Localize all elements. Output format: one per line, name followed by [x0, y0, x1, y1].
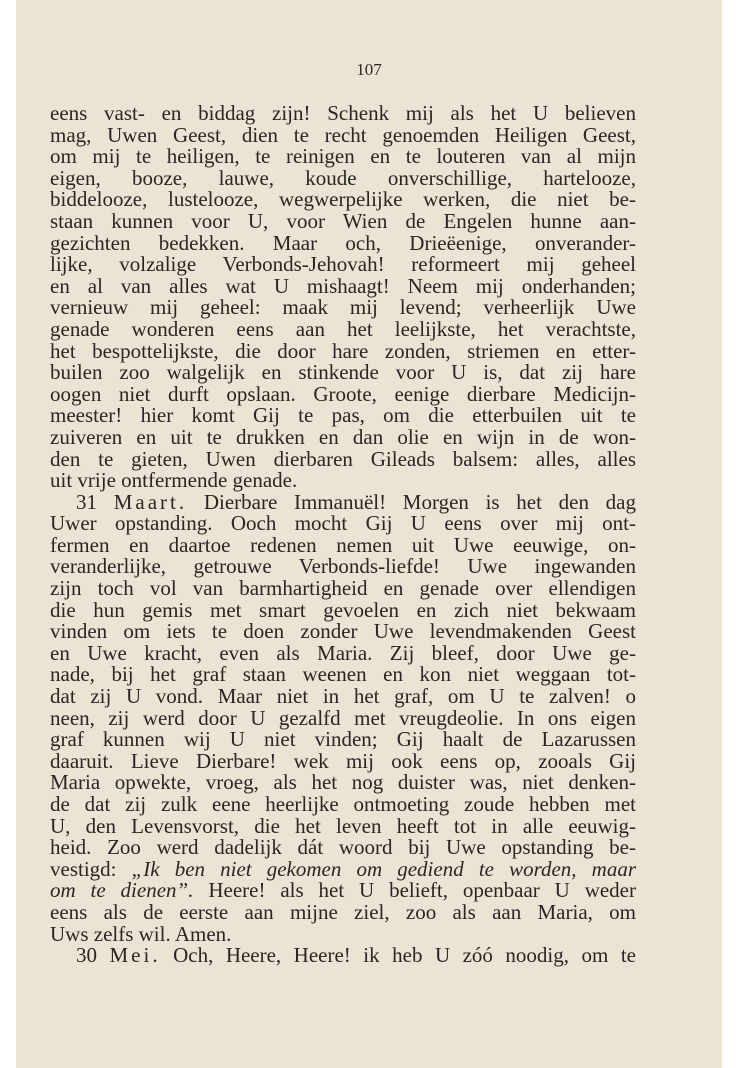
text-line: en Uwe kracht, even als Maria. Zij bleef, door Uwe ge- [50, 640, 636, 665]
entry-text: Dierbare Immanuël! Morgen is het den dag [203, 489, 636, 514]
text-line: builen zoo walgelijk en stinkende voor U is, dat zij hare [50, 360, 636, 385]
quote-text: om te dienen”. [50, 878, 194, 903]
text-line: vinden om iets te doen zonder Uwe levendmakenden Geest [50, 619, 636, 644]
text-line: staan kunnen voor U, voor Wien de Engelen hunne aan- [50, 208, 636, 233]
entry-month: Maart. [113, 489, 188, 514]
quote-line [50, 856, 636, 881]
text-line: vernieuw mij geheel: maak mij levend; verheerlijk Uwe [50, 295, 636, 320]
entry-day: 31 [76, 489, 97, 514]
text-line: mag, Uwen Geest, dien te recht genoemden Heiligen Geest, [50, 122, 636, 147]
text-line: zuiveren en uit te drukken en dan olie en wijn in de won- [50, 424, 636, 449]
text-line: neen, zij werd door U gezalfd met vreugdeolie. In ons eigen [50, 705, 636, 730]
quote-line [50, 880, 636, 902]
text-line: eens vast- en biddag zijn! Schenk mij als het U believen [50, 101, 636, 125]
text-line: eens als de eerste aan mijne ziel, zoo als aan Maria, om [50, 899, 636, 924]
text-line: eigen, booze, lauwe, koude onverschillige, hartelooze, [50, 165, 636, 190]
text-line: de dat zij zulk eene heerlijke ontmoeting zoude hebben met [50, 792, 636, 816]
text-line: genade wonderen eens aan het leelijkste, het verachtste, [50, 316, 636, 341]
quote-text: „Ik ben niet gekomen om gediend te worden, maar [131, 856, 636, 881]
text-line: lijke, volzalige Verbonds-Jehovah! reformeert mij geheel [50, 252, 636, 277]
quote-lead: vestigd: [50, 856, 117, 881]
page-number: 107 [356, 60, 382, 79]
text-line: en al van alles wat U mishaagt! Neem mij onderhanden; [50, 273, 636, 298]
text-line: zijn toch vol van barmhartigheid en genade over ellendigen [50, 576, 636, 601]
text-line: Uwer opstanding. Ooch mocht Gij U eens over mij ont- [50, 511, 636, 536]
text-line: den te gieten, Uwen dierbaren Gileads balsem: alles, alles [50, 446, 636, 471]
text-line: biddelooze, lustelooze, wegwerpelijke werken, die niet be- [50, 187, 636, 212]
text-line: gezichten bedekken. Maar och, Drieëenige, onverander- [50, 230, 636, 255]
text-line: veranderlijke, getrouwe Verbonds-liefde! Uwe ingewanden [50, 554, 636, 579]
book-page [16, 0, 722, 1068]
entry-day: 30 [76, 943, 97, 968]
text-line: uit vrije ontfermende genade. [50, 468, 298, 493]
body-text [50, 103, 636, 967]
text-line: U, den Levensvorst, die het leven heeft tot in alle eeuwig- [50, 813, 636, 838]
text-line: daaruit. Lieve Dierbare! wek mij ook eens op, zooals Gij [50, 748, 636, 773]
entry-text: Och, Heere, Heere! ik heb U zóó noodig, om te [173, 943, 637, 968]
text-line: die hun gemis met smart gevoelen en zich niet bekwaam [50, 597, 636, 622]
text-line: meester! hier komt Gij te pas, om die etterbuilen uit te [50, 403, 636, 428]
text-line: heid. Zoo werd dadelijk dát woord bij Uwe opstanding be- [50, 835, 636, 860]
text-line: graf kunnen wij U niet vinden; Gij haalt de Lazarussen [50, 727, 636, 752]
text-line: het bespottelijkste, die door hare zonden, striemen en etter- [50, 338, 636, 363]
text-line: Maria opwekte, vroeg, als het nog duister was, niet denken- [50, 770, 636, 795]
text-line: Uws zelfs wil. Amen. [50, 921, 232, 946]
entry-heading-line [50, 489, 636, 514]
text-line: dat zij U vond. Maar niet in het graf, om U te zalven! o [50, 684, 636, 709]
text-line: fermen en daartoe redenen nemen uit Uwe eeuwige, on- [50, 532, 636, 557]
text-fragment: Heere! als het U belieft, openbaar U weder [208, 878, 636, 903]
text-line: nade, bij het graf staan weenen en kon niet weggaan tot- [50, 662, 636, 687]
entry-month: Mei. [109, 943, 161, 968]
text-line: oogen niet durft opslaan. Groote, eenige dierbare Medicijn- [50, 381, 636, 406]
text-line: om mij te heiligen, te reinigen en te louteren van al mijn [50, 144, 636, 169]
entry-heading-line [50, 945, 636, 967]
